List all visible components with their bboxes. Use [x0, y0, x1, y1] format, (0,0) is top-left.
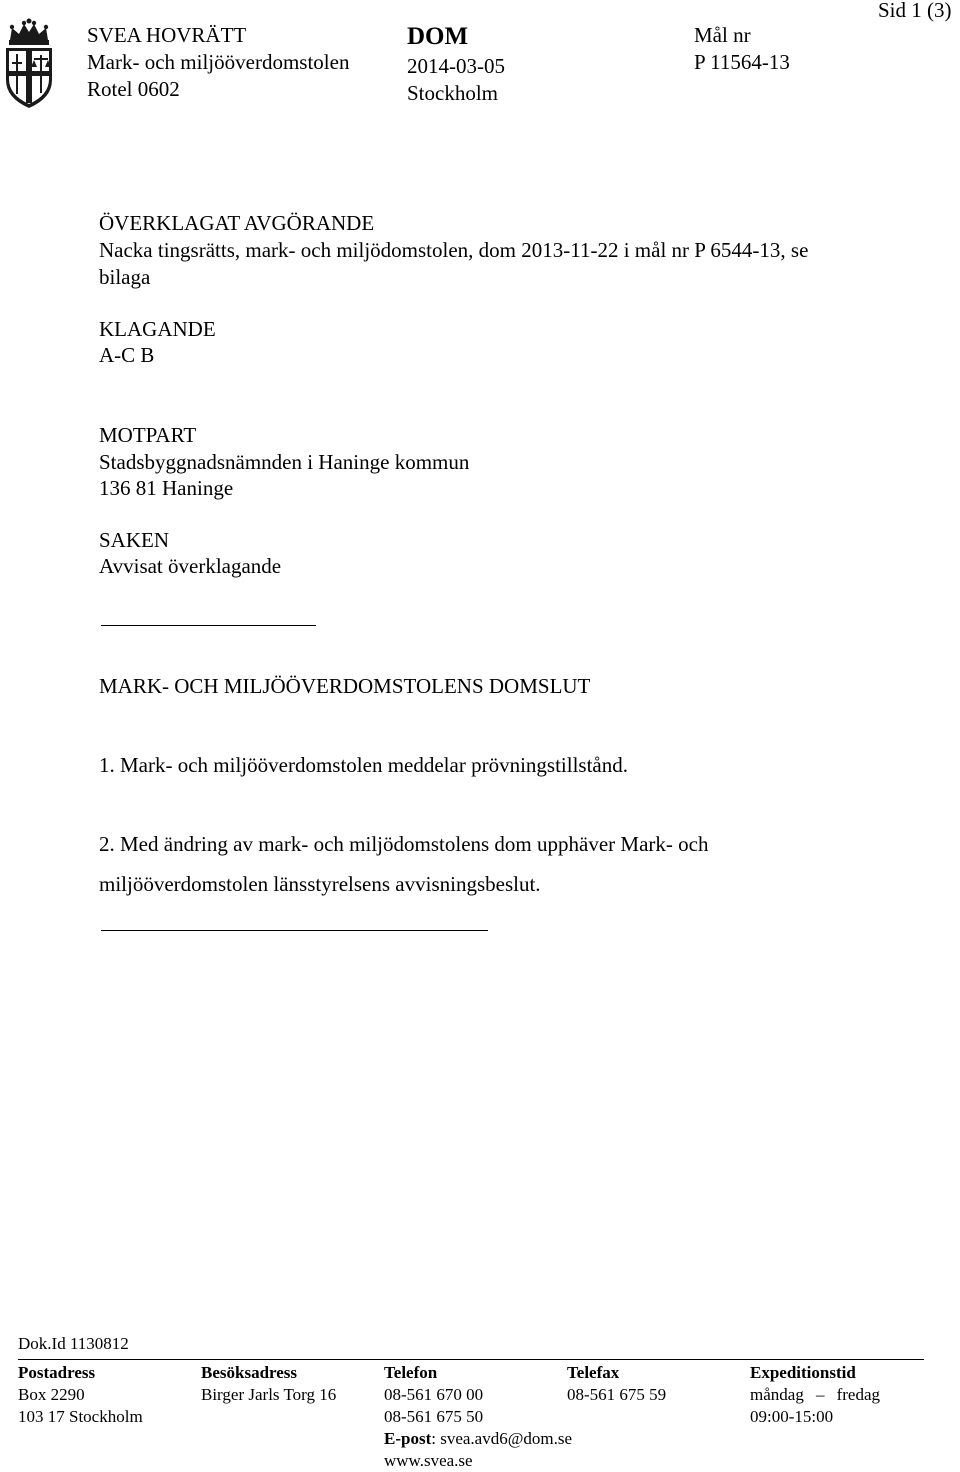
- appellant-heading: KLAGANDE: [99, 317, 216, 341]
- postal-address-line2: 103 17 Stockholm: [18, 1407, 143, 1426]
- website[interactable]: www.svea.se: [384, 1451, 473, 1470]
- ruling-divider: [101, 930, 488, 931]
- matter-text: Avvisat överklagande: [99, 554, 282, 578]
- phone-label: Telefon: [384, 1363, 438, 1382]
- document-city: Stockholm: [407, 81, 499, 105]
- case-number: P 11564-13: [694, 50, 790, 74]
- case-number-label: Mål nr: [694, 23, 751, 47]
- appellant-name: A-C B: [99, 343, 155, 367]
- email-line: [384, 1428, 572, 1450]
- section-divider: [101, 625, 316, 626]
- ruling-item-2-line1: 2. Med ändring av mark- och miljödomstolens dom upphäver Mark- och: [99, 832, 709, 856]
- office-hours-days: [750, 1384, 880, 1406]
- ruling-heading: MARK- OCH MILJÖÖVERDOMSTOLENS DOMSLUT: [99, 674, 591, 698]
- ruling-item-2-line2: miljööverdomstolen länsstyrelsens avvisningsbeslut.: [99, 872, 541, 896]
- appealed-decision-line2: bilaga: [99, 265, 151, 289]
- appealed-decision-line1: Nacka tingsrätts, mark- och miljödomstolen, dom 2013-11-22 i mål nr P 6544-13, se: [99, 238, 809, 262]
- page-number: Sid 1 (3): [878, 0, 952, 22]
- office-hours-from-day: måndag: [750, 1385, 804, 1404]
- visiting-address-line1: Birger Jarls Torg 16: [201, 1385, 337, 1404]
- appealed-decision-heading: ÖVERKLAGAT AVGÖRANDE: [99, 211, 375, 235]
- office-hours-to-day: fredag: [836, 1385, 880, 1404]
- ruling-item-1: 1. Mark- och miljööverdomstolen meddelar prövningstillstånd.: [99, 753, 628, 777]
- postal-address-label: Postadress: [18, 1363, 96, 1382]
- counterparty-heading: MOTPART: [99, 423, 197, 447]
- matter-heading: SAKEN: [99, 528, 170, 552]
- phone-line2: 08-561 675 50: [384, 1407, 484, 1426]
- coat-of-arms-icon: [0, 18, 58, 110]
- postal-address-line1: Box 2290: [18, 1385, 85, 1404]
- email-address[interactable]: : svea.avd6@dom.se: [431, 1429, 572, 1448]
- document-date: 2014-03-05: [407, 54, 505, 78]
- fax-line1: 08-561 675 59: [567, 1385, 667, 1404]
- counterparty-address: 136 81 Haninge: [99, 476, 234, 500]
- dash-separator: –: [815, 1385, 825, 1404]
- document-id: Dok.Id 1130812: [18, 1334, 129, 1353]
- phone-line1: 08-561 670 00: [384, 1385, 484, 1404]
- footer-postal-address: [18, 1362, 143, 1428]
- office-hours-label: Expeditionstid: [750, 1363, 856, 1382]
- email-label: E-post: [384, 1429, 432, 1448]
- counterparty-name: Stadsbyggnadsnämnden i Haninge kommun: [99, 450, 470, 474]
- footer-fax: [567, 1362, 666, 1406]
- footer-visiting-address: [201, 1362, 336, 1406]
- footer-office-hours: [750, 1362, 880, 1428]
- visiting-address-label: Besöksadress: [201, 1363, 298, 1382]
- footer-phone: [384, 1362, 572, 1472]
- court-division: Mark- och miljööverdomstolen: [87, 50, 350, 74]
- document-type: DOM: [407, 23, 469, 50]
- fax-label: Telefax: [567, 1363, 620, 1382]
- court-name: SVEA HOVRÄTT: [87, 23, 247, 47]
- footer-rule: [18, 1359, 924, 1360]
- rotel: Rotel 0602: [87, 77, 180, 101]
- office-hours-time: 09:00-15:00: [750, 1407, 834, 1426]
